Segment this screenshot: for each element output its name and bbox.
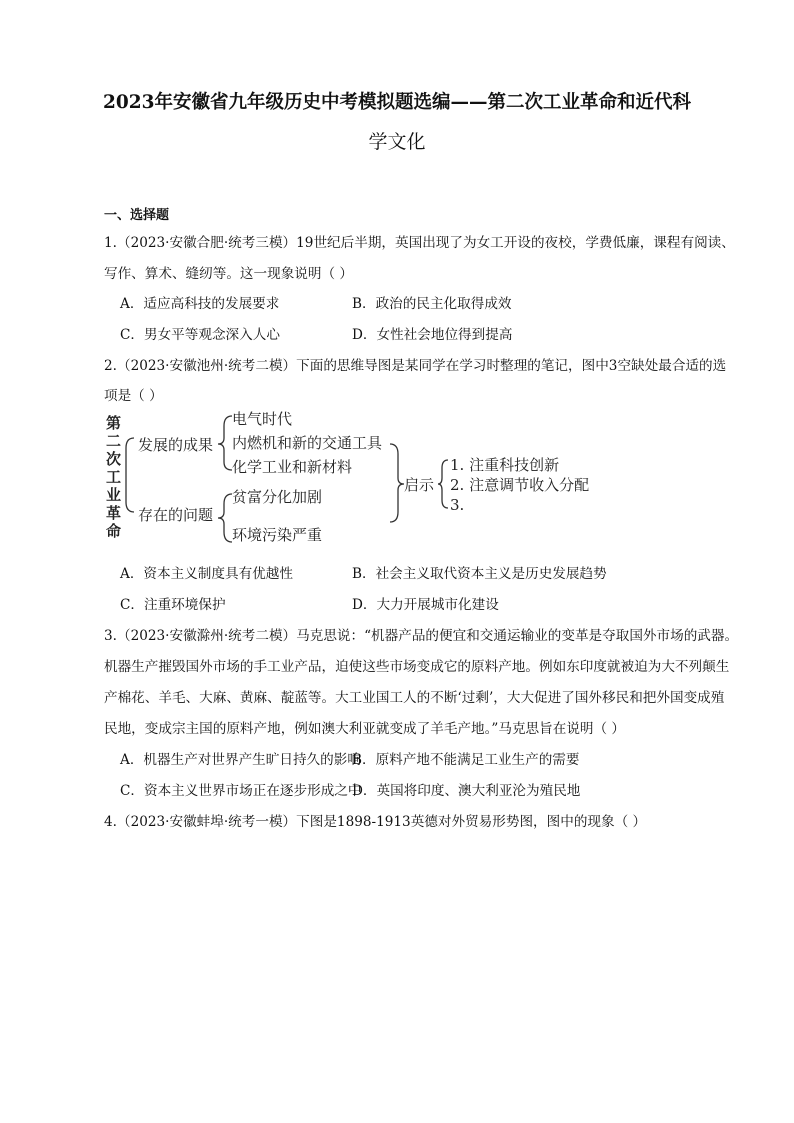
hint-outer-brace	[390, 444, 404, 522]
q3-option-d: D．英国将印度、澳大利亚沦为殖民地	[352, 783, 581, 799]
q3-option-b: B．原料产地不能满足工业生产的需要	[352, 752, 580, 768]
q2-option-c: C．注重环境保护	[120, 597, 226, 613]
hint-brace	[438, 460, 448, 508]
q3-stem-line4: 民地，变成宗主国的原料产地，例如澳大利亚就变成了羊毛产地。”马克思旨在说明（ ）	[104, 721, 626, 737]
branch-problems-label: 存在的问题	[138, 506, 214, 524]
problem-item: 环境污染严重	[232, 526, 323, 544]
page-title-continued: 学文化	[368, 131, 426, 153]
branch-results-label: 发展的成果	[138, 436, 214, 454]
q2-option-a: A．资本主义制度具有优越性	[120, 566, 293, 582]
mind-root-char: 第	[106, 414, 122, 432]
q3-stem-line3: 产棉花、羊毛、大麻、黄麻、靛蓝等。大工业国工人的不断‘过剩’，大大促进了国外移民和把外国变成殖	[104, 690, 725, 706]
result-item: 电气时代	[232, 410, 293, 428]
q3-option-a: A．机器生产对世界产生旷日持久的影响	[120, 752, 361, 768]
root-brace	[126, 438, 134, 512]
mind-root-char: 业	[106, 486, 122, 504]
q4-stem-line1: 4.（2023·安徽蚌埠·统考一模）下图是1898-1913英德对外贸易形势图，图中的现象（ ）	[104, 814, 647, 830]
results-brace	[218, 416, 232, 470]
mind-root-char: 二	[106, 432, 122, 450]
problems-brace	[218, 494, 232, 542]
hint-item: 2. 注意调节收入分配	[450, 476, 590, 494]
q1-stem-line1: 1.（2023·安徽合肥·统考三模）19世纪后半期，英国出现了为女工开设的夜校，学费低廉，课程有阅读、	[104, 235, 735, 251]
q3-stem-line2: 机器生产摧毁国外市场的手工业产品，迫使这些市场变成它的原料产地。例如东印度就被迫为大不列颠生	[104, 659, 730, 675]
result-item: 化学工业和新材料	[232, 458, 353, 476]
mind-root-char: 工	[106, 468, 122, 486]
q3-stem-line1: 3.（2023·安徽滁州·统考二模）马克思说：“机器产品的便宜和交通运输业的变革是夺取国外市场的武器。	[104, 628, 739, 644]
q1-stem-line2: 写作、算术、缝纫等。这一现象说明（ ）	[104, 266, 354, 282]
q3-option-c: C．资本主义世界市场正在逐步形成之中	[120, 783, 362, 799]
mind-root-char: 次	[106, 450, 122, 468]
q1-option-d: D．女性社会地位得到提高	[352, 327, 513, 343]
q1-option-b: B．政治的民主化取得成效	[352, 296, 512, 312]
mind-map	[100, 408, 620, 558]
hint-label: 启示	[404, 476, 435, 494]
page-title: 2023年安徽省九年级历史中考模拟题选编——第二次工业革命和近代科	[103, 92, 691, 113]
hint-item: 3.	[450, 496, 465, 514]
result-item: 内燃机和新的交通工具	[232, 434, 383, 452]
q2-stem-line2: 项是（ ）	[104, 388, 163, 404]
mind-root-char: 命	[106, 522, 122, 540]
q2-option-b: B．社会主义取代资本主义是历史发展趋势	[352, 566, 607, 582]
mind-root-char: 革	[106, 504, 122, 522]
hint-item: 1. 注重科技创新	[450, 456, 560, 474]
q2-option-d: D．大力开展城市化建设	[352, 597, 499, 613]
q2-stem-line1: 2.（2023·安徽池州·统考二模）下面的思维导图是某同学在学习时整理的笔记，图中3空缺处最合适的选	[104, 358, 727, 374]
q1-option-c: C．男女平等观念深入人心	[120, 327, 280, 343]
q1-option-a: A．适应高科技的发展要求	[120, 296, 280, 312]
section-heading: 一、选择题	[104, 208, 170, 223]
problem-item: 贫富分化加剧	[232, 488, 323, 506]
